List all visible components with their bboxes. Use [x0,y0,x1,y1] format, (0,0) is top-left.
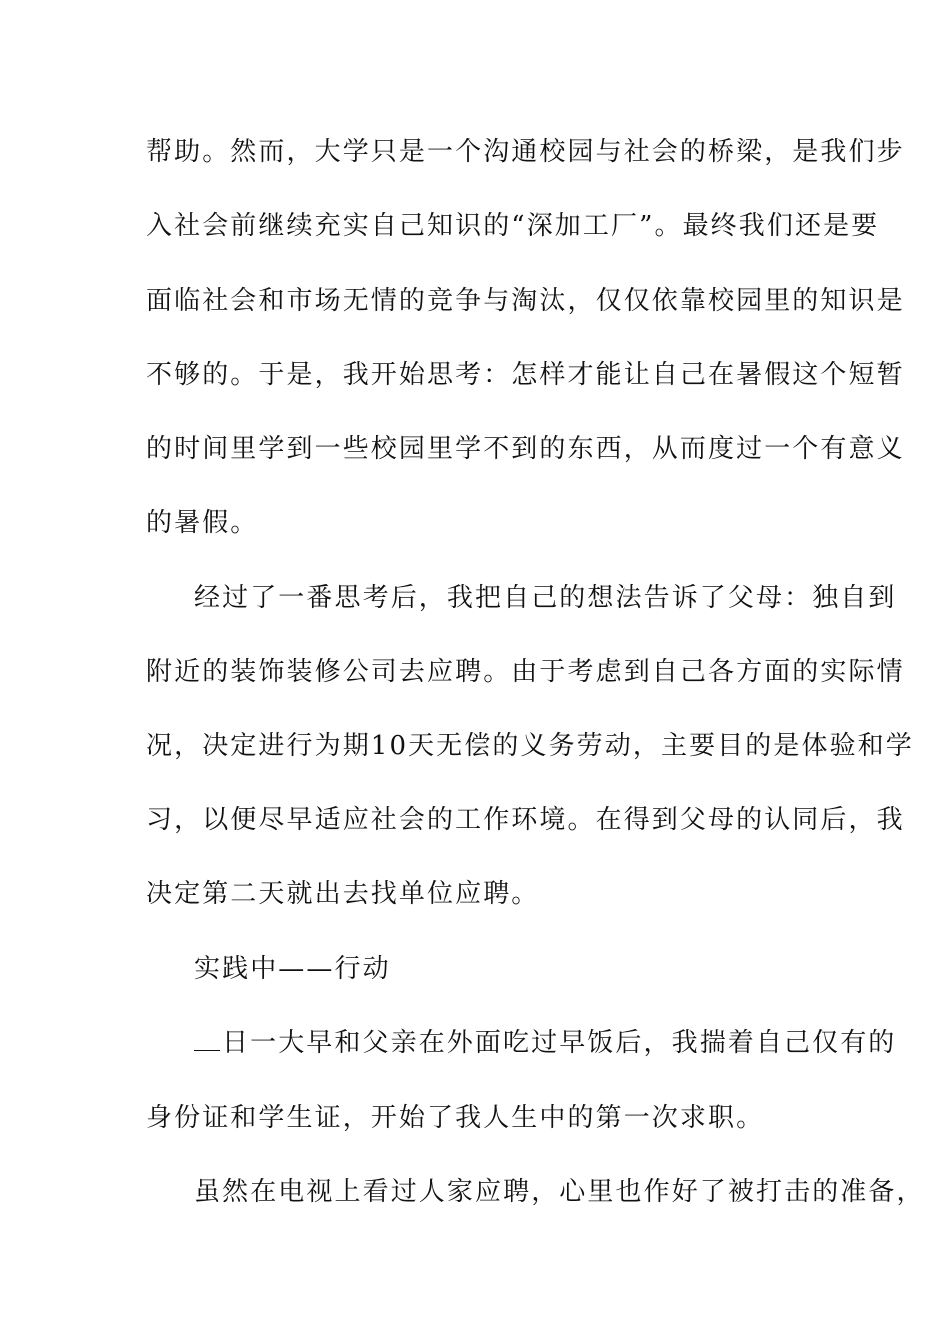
text-line: 附近的装饰装修公司去应聘。由于考虑到自己各方面的实际情 [146,657,905,687]
text-line: 况，决定进行为期10天无偿的义务劳动，主要目的是体验和学 [146,731,914,761]
text-line: 帮助。然而，大学只是一个沟通校园与社会的桥梁，是我们步 [146,137,905,167]
section-heading: 实践中——行动 [194,954,391,984]
text-line: 决定第二天就出去找单位应聘。 [146,879,540,909]
text-line: 身份证和学生证，开始了我人生中的第一次求职。 [146,1103,765,1133]
text-line: 入社会前继续充实自己知识的“深加工厂”。最终我们还是要 [146,211,880,241]
text-line: 不够的。于是，我开始思考：怎样才能让自己在暑假这个短暂 [146,360,905,390]
paragraph-first-line: 经过了一番思考后，我把自己的想法告诉了父母：独自到 [194,583,897,613]
blank-underline [194,1024,220,1051]
paragraph-first-line: 虽然在电视上看过人家应聘，心里也作好了被打击的准备， [194,1177,925,1207]
paragraph-first-line [194,1023,897,1063]
text-line: 的暑假。 [146,508,259,538]
text-line: 面临社会和市场无情的竞争与淘汰，仅仅依靠校园里的知识是 [146,286,905,316]
text-line-content: 日一大早和父亲在外面吃过早饭后，我揣着自己仅有的 [222,1028,897,1058]
text-line: 习，以便尽早适应社会的工作环境。在得到父母的认同后，我 [146,805,905,835]
text-line: 的时间里学到一些校园里学不到的东西，从而度过一个有意义 [146,434,905,464]
